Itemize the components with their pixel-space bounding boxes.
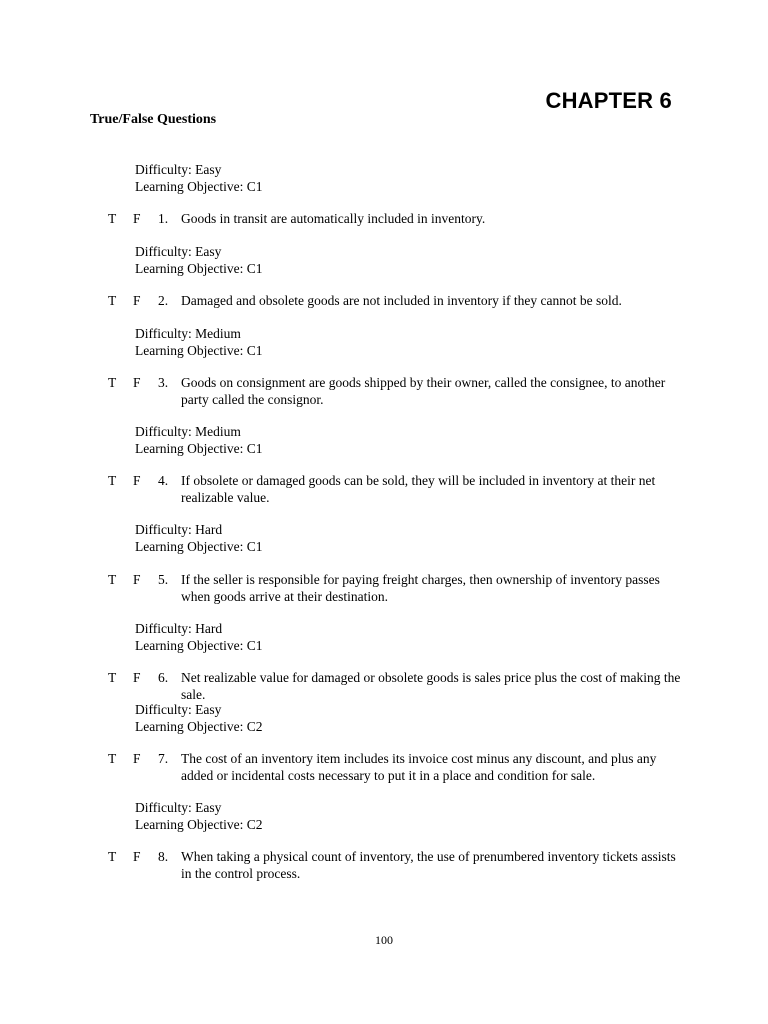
question-item bbox=[108, 473, 688, 506]
question-meta bbox=[135, 702, 262, 735]
learning-objective-label: Learning Objective: C1 bbox=[135, 440, 263, 456]
false-option[interactable]: F bbox=[133, 849, 141, 864]
learning-objective-label: Learning Objective: C2 bbox=[135, 816, 263, 832]
true-option[interactable]: T bbox=[108, 473, 117, 488]
question-item bbox=[108, 751, 688, 784]
page-number: 100 bbox=[375, 933, 393, 947]
question-number: 4. bbox=[158, 473, 169, 488]
question-number: 8. bbox=[158, 849, 169, 864]
difficulty-label: Difficulty: Hard bbox=[135, 621, 223, 636]
learning-objective-label: Learning Objective: C1 bbox=[135, 637, 263, 653]
question-item bbox=[108, 375, 688, 408]
chapter-title: CHAPTER 6 bbox=[545, 88, 672, 113]
learning-objective-label: Learning Objective: C2 bbox=[135, 718, 263, 734]
question-number: 7. bbox=[158, 751, 169, 766]
true-option[interactable]: T bbox=[108, 211, 117, 226]
difficulty-label: Difficulty: Hard bbox=[135, 522, 223, 537]
learning-objective-label: Learning Objective: C1 bbox=[135, 538, 263, 554]
question-item bbox=[108, 211, 688, 228]
difficulty-label: Difficulty: Easy bbox=[135, 800, 222, 815]
true-option[interactable]: T bbox=[108, 849, 117, 864]
false-option[interactable]: F bbox=[133, 751, 141, 766]
difficulty-label: Difficulty: Easy bbox=[135, 162, 222, 177]
false-option[interactable]: F bbox=[133, 572, 141, 587]
question-text: Damaged and obsolete goods are not included in inventory if they cannot be sold. bbox=[181, 293, 622, 308]
question-item bbox=[108, 849, 688, 882]
question-meta bbox=[135, 162, 262, 195]
question-meta bbox=[135, 621, 262, 654]
difficulty-label: Difficulty: Easy bbox=[135, 702, 222, 717]
false-option[interactable]: F bbox=[133, 293, 141, 308]
true-option[interactable]: T bbox=[108, 572, 117, 587]
false-option[interactable]: F bbox=[133, 670, 141, 685]
question-text: When taking a physical count of inventory, the use of prenumbered inventory tickets assists in the control process. bbox=[181, 849, 676, 881]
true-option[interactable]: T bbox=[108, 375, 117, 390]
learning-objective-label: Learning Objective: C1 bbox=[135, 260, 263, 276]
question-text: The cost of an inventory item includes its invoice cost minus any discount, and plus any added or incidental costs necessary to put it in a place and condition for sale. bbox=[181, 751, 657, 783]
question-text: Net realizable value for damaged or obsolete goods is sales price plus the cost of making the sale. bbox=[181, 670, 681, 702]
question-meta bbox=[135, 244, 262, 277]
question-item bbox=[108, 293, 688, 310]
question-meta bbox=[135, 522, 262, 555]
question-text: Goods on consignment are goods shipped by their owner, called the consignee, to another party called the consignor. bbox=[181, 375, 666, 407]
question-item bbox=[108, 670, 688, 703]
learning-objective-label: Learning Objective: C1 bbox=[135, 342, 263, 358]
learning-objective-label: Learning Objective: C1 bbox=[135, 178, 263, 194]
question-meta bbox=[135, 424, 262, 457]
difficulty-label: Difficulty: Medium bbox=[135, 424, 241, 439]
false-option[interactable]: F bbox=[133, 211, 141, 226]
question-text: If obsolete or damaged goods can be sold, they will be included in inventory at their net realizable value. bbox=[181, 473, 656, 505]
true-option[interactable]: T bbox=[108, 751, 117, 766]
false-option[interactable]: F bbox=[133, 375, 141, 390]
question-number: 3. bbox=[158, 375, 169, 390]
true-option[interactable]: T bbox=[108, 670, 117, 685]
difficulty-label: Difficulty: Medium bbox=[135, 326, 241, 341]
question-meta bbox=[135, 326, 262, 359]
question-number: 2. bbox=[158, 293, 169, 308]
question-number: 5. bbox=[158, 572, 169, 587]
question-text: Goods in transit are automatically included in inventory. bbox=[181, 211, 486, 226]
question-text: If the seller is responsible for paying freight charges, then ownership of inventory passes when goods arrive at their destination. bbox=[181, 572, 660, 604]
question-meta bbox=[135, 800, 262, 833]
true-option[interactable]: T bbox=[108, 293, 117, 308]
question-number: 6. bbox=[158, 670, 169, 685]
question-item bbox=[108, 572, 688, 605]
false-option[interactable]: F bbox=[133, 473, 141, 488]
section-heading: True/False Questions bbox=[90, 112, 217, 127]
question-number: 1. bbox=[158, 211, 169, 226]
difficulty-label: Difficulty: Easy bbox=[135, 244, 222, 259]
